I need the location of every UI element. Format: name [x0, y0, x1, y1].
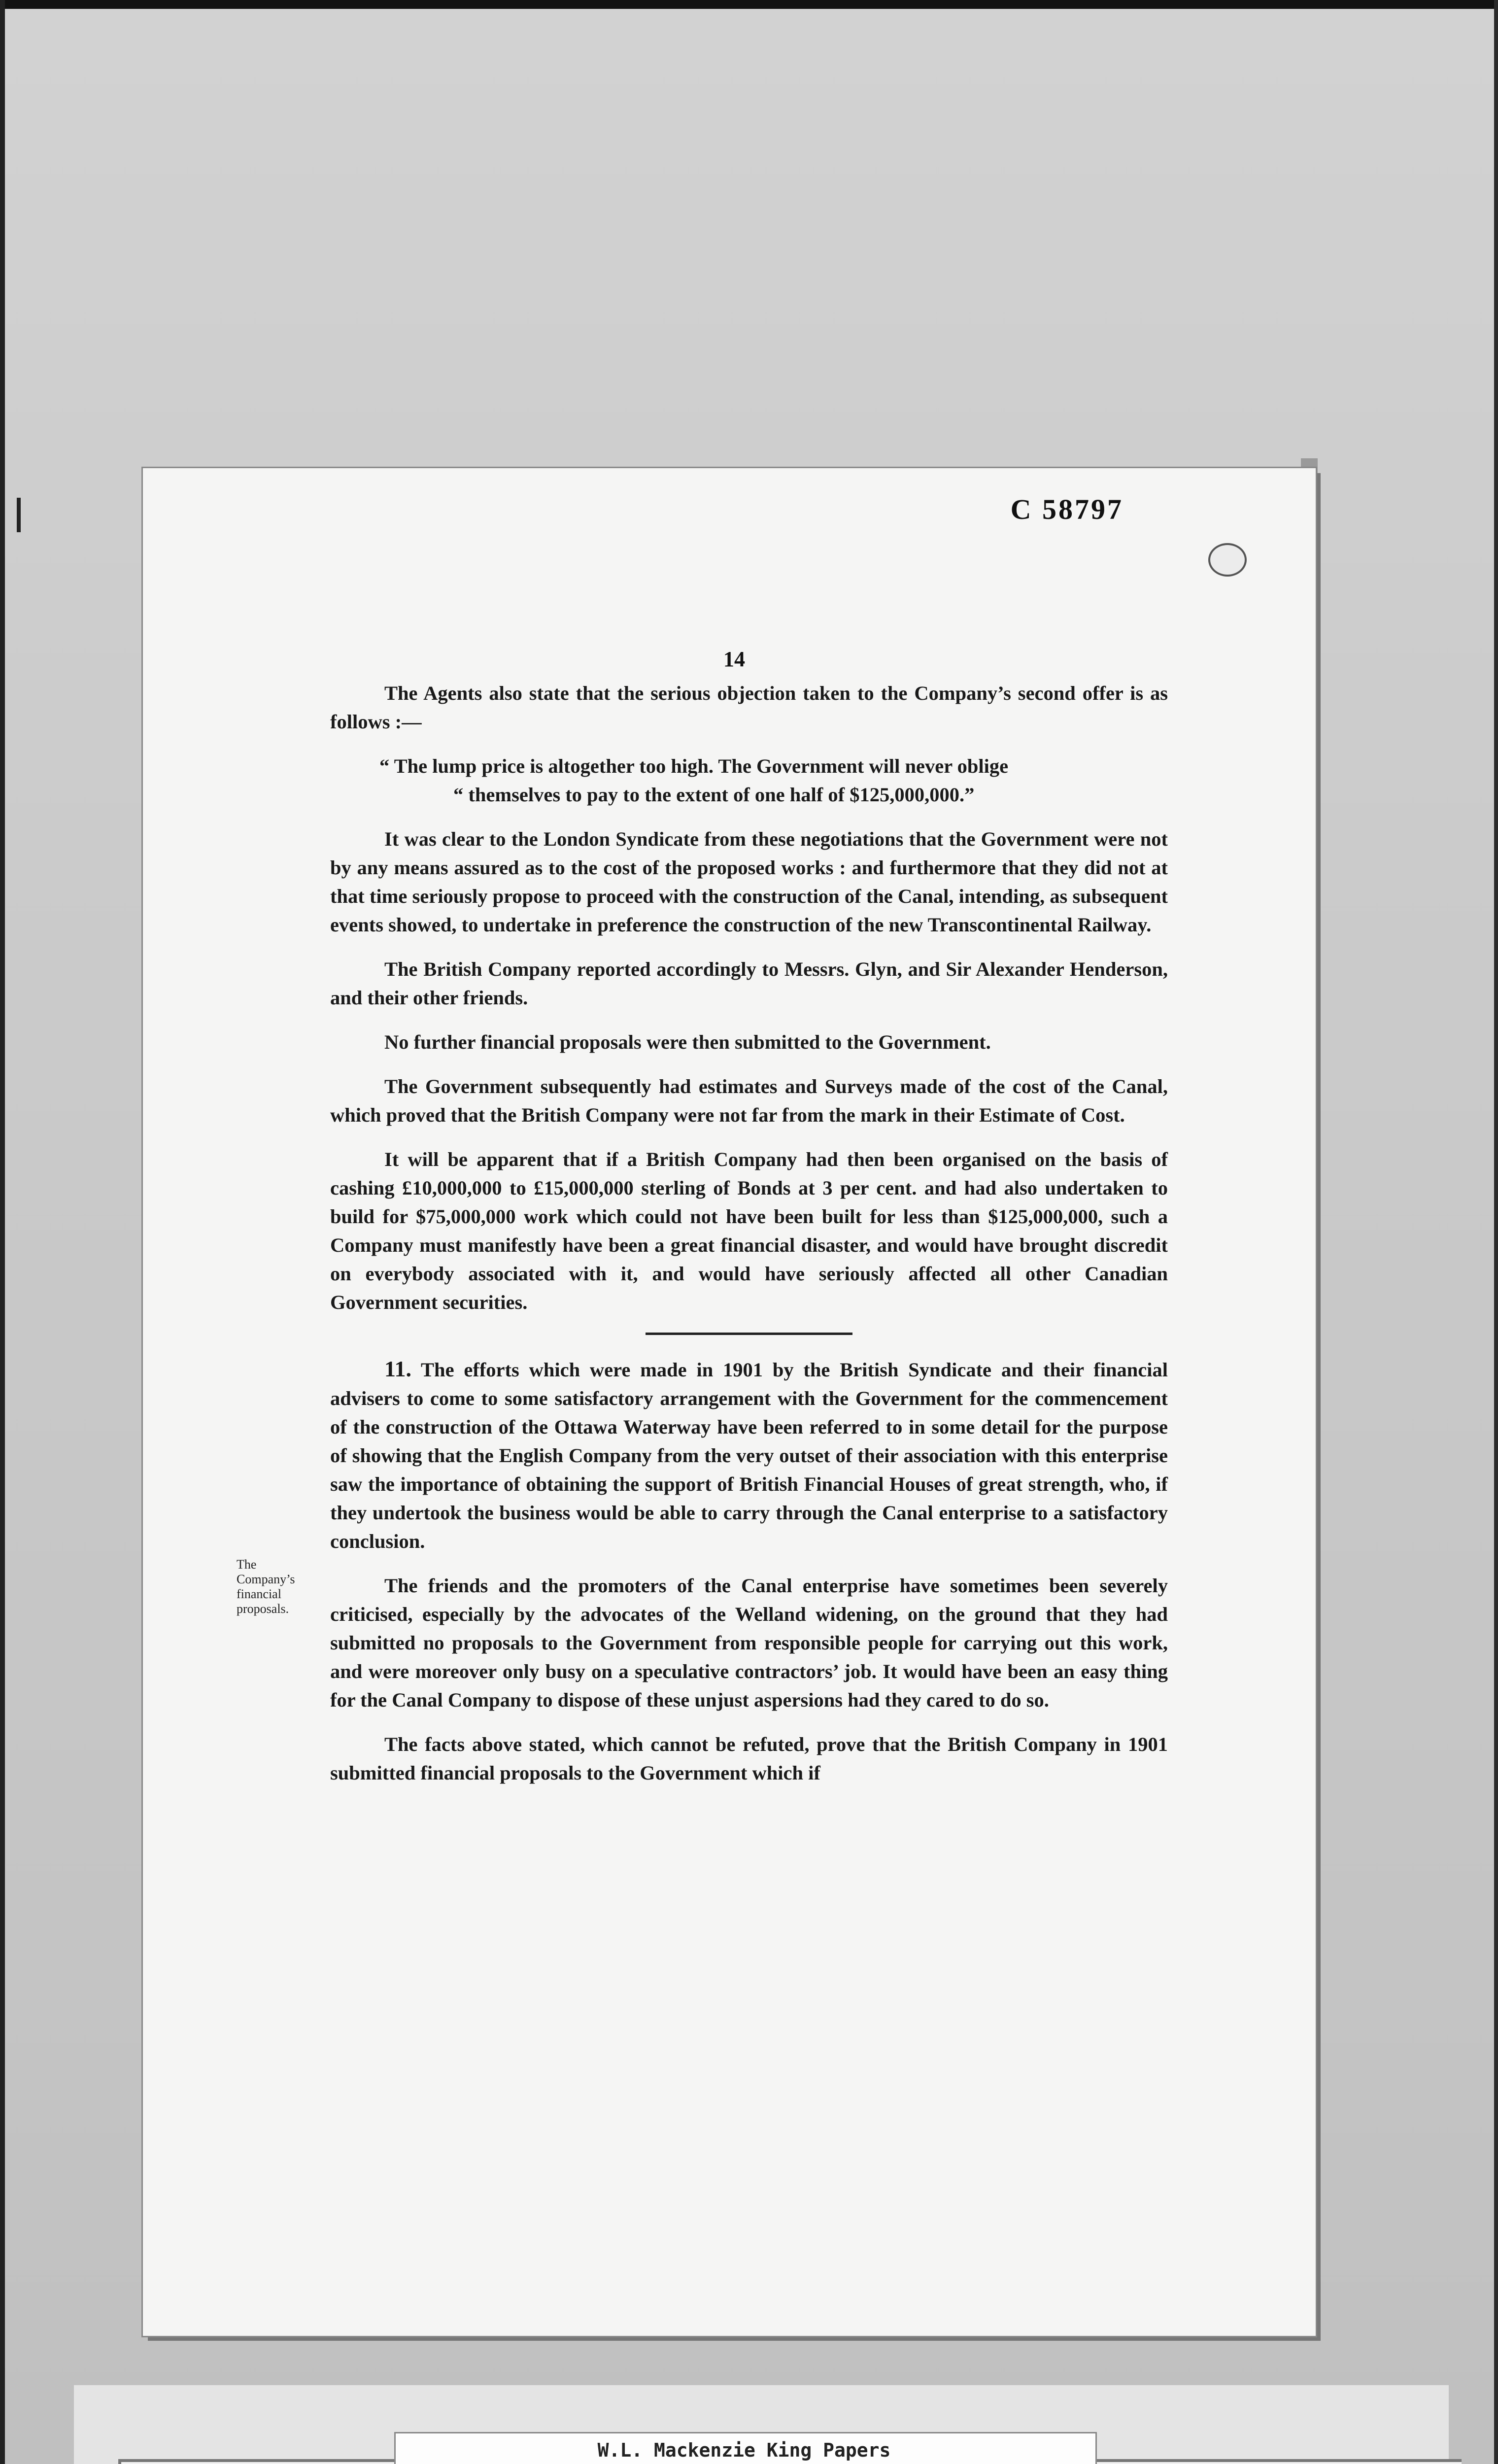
paragraph-friends-promoters: The friends and the promoters of the Canal enterprise have sometimes been severely criticised, especially by the advocates of the Welland widening, on the ground that they had submitted no proposals to the Government from responsible people for carrying out this work, and were moreover only busy on a speculative contractors’ job. It would have been an easy thing for the Canal Company to dispose of these unjust aspersions had they cared to do so. [330, 1574, 1168, 1711]
collection-name: W.L. Mackenzie King Papers [597, 2439, 891, 2461]
quote-line-1: “ The lump price is altogether too high. The Government will never oblige [379, 755, 1009, 777]
binding-hole [1208, 543, 1247, 577]
paragraph-london-syndicate: It was clear to the London Syndicate from these negotiations that the Government were not by any means assured as to the cost of the proposed works : and furthermore that they did not at that time seriously propose to proceed with the construction of the Canal, intending, as subsequent events showed, to undertake in preference the construction of the new Transcontinental Railway. [330, 828, 1168, 936]
page-number: 14 [723, 647, 745, 671]
paragraph-financial-disaster: It will be apparent that if a British Company had then been organised on the basis of cashing £10,000,000 to £15,000,000 sterling of Bonds at 3 per cent. and had also undertaken to build for $75,000,000 work which could not have been built for less than $125,000,000, such a Company must manifestly have been a great financial disaster, and would have brought discredit on everybody associated with it, and would have seriously affected all other Canadian Government securities. [330, 1148, 1168, 1313]
section-11-paragraph [330, 1355, 1168, 1556]
paragraph-no-further-proposals: No further financial proposals were then submitted to the Government. [384, 1031, 991, 1053]
section-11-number: 11. [384, 1356, 411, 1381]
film-edge-left [0, 0, 5, 2464]
block-quote [330, 752, 1168, 809]
paragraph-british-company-report: The British Company reported accordingly to Messrs. Glyn, and Sir Alexander Henderson, and their other friends. [330, 958, 1168, 1009]
section-divider [646, 1333, 852, 1335]
margin-note-line: Company’s [237, 1572, 295, 1586]
film-edge-top [0, 0, 1498, 9]
margin-note-line: The [237, 1557, 257, 1572]
document-body [330, 679, 1168, 1803]
reference-number: C 58797 [1010, 493, 1124, 525]
film-edge-right [1494, 0, 1498, 2464]
margin-note-line: proposals. [237, 1602, 289, 1616]
paragraph-agents-objection: The Agents also state that the serious objection taken to the Company’s second offer is as follows :— [330, 682, 1168, 733]
margin-note-line: financial [237, 1587, 281, 1601]
quote-line-2: “ themselves to pay to the extent of one half of $125,000,000.” [453, 784, 975, 806]
paragraph-estimates-surveys: The Government subsequently had estimates and Surveys made of the cost of the Canal, which proved that the British Company were not far from the mark in their Estimate of Cost. [330, 1075, 1168, 1126]
margin-note [237, 1557, 320, 1616]
paragraph-facts-above: The facts above stated, which cannot be refuted, prove that the British Company in 1901 submitted financial proposals to the Government which if [330, 1733, 1168, 1784]
section-11-text: The efforts which were made in 1901 by the British Syndicate and their financial advisers to come to some satisfactory arrangement with the Government for the commencement of the construction of the Ottawa Waterway have been referred to in some detail for the purpose of showing that the English Company from the very outset of their association with this enterprise saw the importance of obtaining the support of British Financial Houses of great strength, who, if they undertook the business would be able to carry through the Canal enterprise to a satisfactory conclusion. [330, 1359, 1168, 1552]
film-scratch-mark [17, 498, 21, 532]
